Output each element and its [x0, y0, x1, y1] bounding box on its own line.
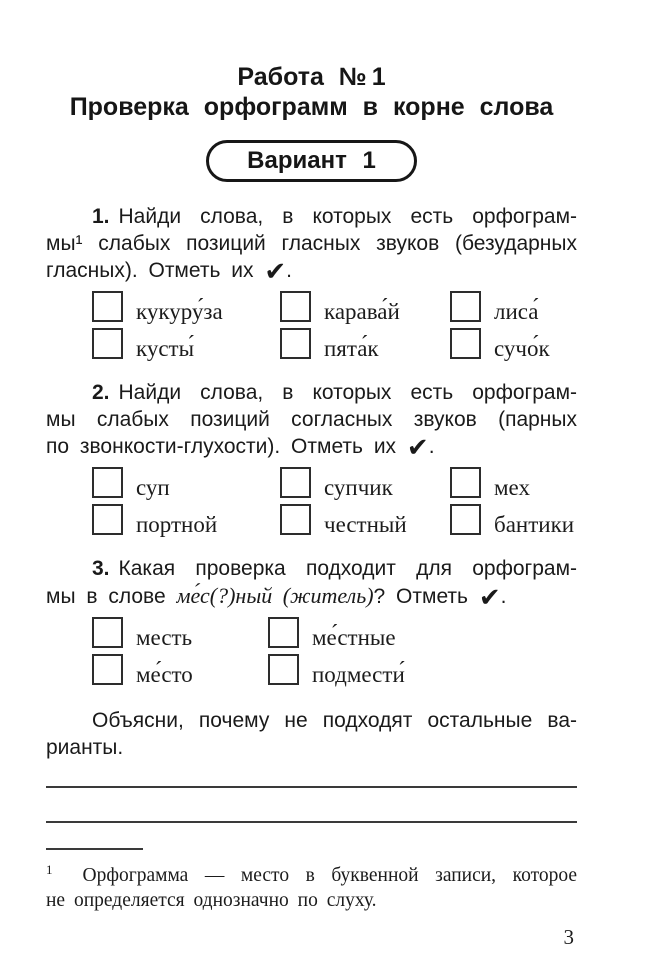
option-word: сучо́к: [494, 335, 550, 361]
page-title: Работа № 1: [237, 63, 386, 91]
task-2-options: [92, 467, 577, 535]
footnote-marker: 1: [46, 862, 53, 877]
answer-checkbox[interactable]: [280, 291, 311, 322]
option-cell: [450, 504, 577, 535]
task-1-options: [92, 291, 577, 359]
option-word: пята́к: [324, 335, 379, 361]
option-word: кусты́: [136, 335, 195, 361]
option-word: портной: [136, 511, 218, 537]
answer-checkbox[interactable]: [92, 291, 123, 322]
option-cell: [92, 467, 280, 498]
answer-checkbox[interactable]: [268, 617, 299, 648]
option-cell: [280, 291, 450, 322]
task-2-line-2: мы слабых позиций согласных звуков (парных: [46, 408, 577, 431]
answer-checkbox[interactable]: [450, 291, 481, 322]
option-cell: [92, 617, 268, 648]
task-2-paragraph: [46, 379, 577, 461]
answer-checkbox[interactable]: [92, 654, 123, 685]
answer-checkbox[interactable]: [450, 328, 481, 359]
task-3-options: [92, 617, 577, 685]
answer-line[interactable]: [46, 821, 577, 823]
option-cell: [450, 467, 577, 498]
answer-checkbox[interactable]: [268, 654, 299, 685]
answer-checkbox[interactable]: [450, 504, 481, 535]
option-cell: [268, 617, 577, 648]
footnote-line-1: $^1$ Орфограмма — место в буквенной записи, которое: [46, 862, 577, 886]
option-word: супчик: [324, 474, 393, 500]
answer-checkbox[interactable]: [92, 504, 123, 535]
task-1-line-3: гласных). Отметь их ✔.: [46, 257, 292, 287]
footnote-divider: [46, 848, 143, 850]
option-cell: [92, 328, 280, 359]
answer-checkbox[interactable]: [280, 467, 311, 498]
task-1-number: 1.: [92, 205, 110, 228]
page-subtitle: Проверка орфограмм в корне слова: [69, 93, 554, 121]
option-word: мех: [494, 474, 530, 500]
footnote: [46, 857, 577, 913]
task-2-number: 2.: [92, 381, 110, 404]
task-1-paragraph: [46, 203, 577, 285]
explain-line-1: Объясни, почему не подходят остальные ва-: [92, 709, 577, 732]
task-2-text: Найди слова, в которых есть орфограм-: [118, 381, 577, 404]
option-cell: [268, 654, 577, 685]
answer-checkbox[interactable]: [280, 328, 311, 359]
option-word: лиса́: [494, 298, 539, 324]
footnote-line-2: не определяется однозначно по слуху.: [46, 890, 377, 911]
task-1-line-2: мы¹ слабых позиций гласных звуков (безударных: [46, 232, 577, 255]
explain-paragraph: [46, 707, 577, 761]
variant-badge: Вариант 1: [206, 140, 417, 182]
checkmark-icon: ✔: [478, 583, 501, 613]
task-1-text: Найди слова, в которых есть орфограм-: [118, 205, 577, 228]
option-word: ме́сто: [136, 661, 193, 687]
task-1-line-1: [46, 203, 577, 230]
option-word: месть: [136, 624, 193, 650]
option-cell: [92, 291, 280, 322]
task-2-line-3: по звонкости-глухости). Отметь их ✔.: [46, 433, 435, 463]
task-3-paragraph: [46, 555, 577, 611]
option-cell: [280, 328, 450, 359]
option-word: ме́стные: [312, 624, 396, 650]
task-3-line-2: мы в слове ме́с(?)ный (житель)? Отметь ✔.: [46, 583, 507, 613]
option-cell: [92, 654, 268, 685]
task-3-line-1: [46, 555, 577, 582]
option-cell: [280, 467, 450, 498]
task-2-line-1: [46, 379, 577, 406]
option-word: бантики: [494, 511, 575, 537]
option-cell: [450, 328, 577, 359]
checkmark-icon: ✔: [406, 433, 429, 463]
answer-checkbox[interactable]: [92, 328, 123, 359]
page-number: 3: [563, 925, 574, 949]
answer-checkbox[interactable]: [92, 467, 123, 498]
answer-checkbox[interactable]: [280, 504, 311, 535]
option-word: подмести́: [312, 661, 405, 687]
option-word: кукуру́за: [136, 298, 223, 324]
option-cell: [92, 504, 280, 535]
answer-checkbox[interactable]: [92, 617, 123, 648]
checkmark-icon: ✔: [264, 257, 287, 287]
explain-line-2: рианты.: [46, 736, 124, 759]
option-word: карава́й: [324, 298, 400, 324]
answer-checkbox[interactable]: [450, 467, 481, 498]
task-3-text: Какая проверка подходит для орфограм-: [118, 557, 577, 580]
option-cell: [450, 291, 577, 322]
answer-line[interactable]: [46, 786, 577, 788]
option-word: суп: [136, 474, 170, 500]
option-cell: [280, 504, 450, 535]
task-3-number: 3.: [92, 557, 110, 580]
option-word: честный: [324, 511, 407, 537]
task-3-target-word: ме́с(?)ный (житель): [176, 583, 374, 608]
